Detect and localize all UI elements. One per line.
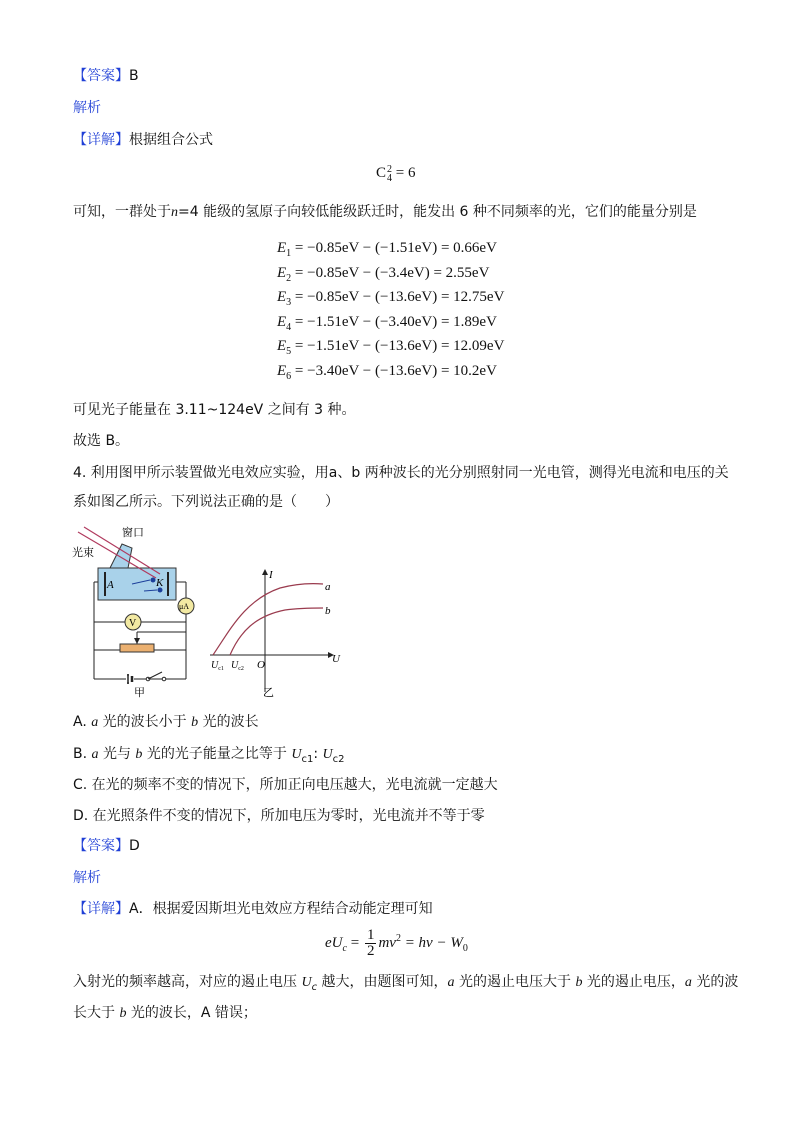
analysis-label-1: 解析 bbox=[73, 100, 101, 116]
option-b-u1: U bbox=[291, 747, 302, 762]
energy-expression: = −0.85eV − (−1.51eV) = 0.66eV bbox=[294, 240, 497, 256]
explain1-b1: b bbox=[575, 975, 583, 990]
label-beam: 光束 bbox=[72, 547, 94, 559]
explain1-p1: 入射光的频率越高，对应的遏止电压 bbox=[73, 974, 302, 990]
energy-expression: = −3.40eV − (−13.6eV) = 10.2eV bbox=[294, 362, 497, 379]
intro-before: 可知，一群处于 bbox=[73, 204, 171, 220]
rheostat-slider bbox=[134, 638, 140, 644]
explain1-p5: 光的波 bbox=[691, 974, 739, 990]
eq-equals-2: = hν − bbox=[400, 935, 451, 951]
option-a-mid: 光的波长小于 bbox=[98, 714, 192, 730]
explain1-p2: 越大，由题图可知， bbox=[317, 974, 448, 990]
answer-value: B bbox=[129, 68, 139, 84]
label-a: A bbox=[107, 579, 114, 591]
detail-text-2: A．根据爱因斯坦光电效应方程结合动能定理可知 bbox=[129, 901, 433, 917]
label-k: K bbox=[156, 577, 164, 589]
detail-line-1 bbox=[73, 130, 213, 150]
choose-line: 故选 B。 bbox=[73, 433, 130, 449]
label-curve-a: a bbox=[325, 581, 331, 593]
figure-yi-iu-graph bbox=[205, 560, 350, 700]
option-b-mid: 光与 bbox=[98, 746, 136, 762]
combination-rhs: = 6 bbox=[395, 165, 416, 181]
eq-u: U bbox=[331, 935, 343, 951]
curve-b bbox=[230, 608, 323, 655]
detail-line-2 bbox=[73, 899, 433, 919]
tube-window bbox=[110, 544, 132, 568]
explain2-b: b bbox=[119, 1006, 127, 1021]
eq-mv: mv bbox=[378, 935, 396, 951]
energy-subscript: 1 bbox=[286, 248, 292, 259]
caption-jia: 甲 bbox=[134, 687, 145, 699]
intro-after: =4 能级的氢原子向较低能级跃迁时，能发出 6 种不同频率的光，它们的能量分别是 bbox=[178, 204, 697, 220]
option-a-post: 光的波长 bbox=[198, 714, 259, 730]
energy-expression: = −1.51eV − (−3.40eV) = 1.89eV bbox=[294, 313, 497, 330]
eq-w0: 0 bbox=[462, 943, 468, 954]
conclusion-line: 可见光子能量在 3.11~124eV 之间有 3 种。 bbox=[73, 402, 356, 418]
eq-w: W bbox=[450, 935, 463, 951]
option-a-var-a: a bbox=[91, 715, 99, 730]
answer-label: 【答案】 bbox=[73, 68, 129, 84]
eq-square: 2 bbox=[395, 933, 401, 944]
option-b-colon: : bbox=[313, 746, 323, 762]
energy-subscript: 3 bbox=[286, 297, 292, 308]
energy-subscript: 5 bbox=[286, 346, 292, 357]
energy-symbol: E bbox=[277, 313, 287, 330]
detail-text: 根据组合公式 bbox=[129, 132, 213, 148]
explain-line-2 bbox=[73, 1003, 257, 1024]
label-voltmeter: V bbox=[129, 618, 137, 629]
energy-row bbox=[277, 287, 504, 307]
eq-numerator: 1 bbox=[366, 927, 375, 944]
question-4-line-1: 4. 利用图甲所示装置做光电效应实验，用a、b 两种波长的光分别照射同一光电管，测得光电流和电压的关 bbox=[73, 465, 729, 481]
label-curve-b: b bbox=[325, 605, 331, 617]
label-microammeter: μA bbox=[179, 602, 190, 611]
curve-a bbox=[213, 584, 323, 655]
explain1-a1: a bbox=[447, 975, 455, 990]
label-uc2: $U_{c2}$ bbox=[231, 660, 244, 672]
energy-row bbox=[277, 361, 497, 381]
option-b-post: 光的光子能量之比等于 bbox=[142, 746, 292, 762]
explain1-u: U bbox=[301, 975, 312, 990]
option-b-var-b: b bbox=[135, 747, 143, 762]
eq-c: c bbox=[342, 943, 347, 954]
switch-contact bbox=[162, 677, 166, 681]
explain2-p2: 光的波长，A 错误； bbox=[126, 1005, 257, 1021]
label-uc1: $U_{c1}$ bbox=[211, 660, 224, 672]
energy-subscript: 2 bbox=[286, 272, 292, 284]
question-4-line-2: 系如图乙所示。下列说法正确的是（ ） bbox=[73, 494, 339, 510]
option-d[interactable]: D. 在光照条件不变的情况下，所加电压为零时，光电流并不等于零 bbox=[73, 808, 485, 824]
energy-symbol: E bbox=[277, 240, 287, 256]
energy-symbol: E bbox=[277, 264, 287, 281]
option-a-var-b: b bbox=[191, 715, 199, 730]
combination-symbol: C bbox=[376, 165, 387, 181]
energy-row bbox=[277, 336, 504, 356]
combination-formula bbox=[376, 163, 415, 183]
energy-symbol: E bbox=[277, 338, 287, 354]
combination-sub: 4 bbox=[387, 172, 393, 184]
detail-label-2: 【详解】 bbox=[73, 901, 129, 917]
option-a[interactable] bbox=[73, 712, 259, 733]
eq-fraction bbox=[365, 928, 377, 959]
detail-label: 【详解】 bbox=[73, 132, 129, 148]
explain1-p4: 光的遏止电压， bbox=[582, 974, 685, 990]
answer-line-1 bbox=[73, 66, 139, 86]
eq-equals-1: = bbox=[346, 935, 363, 951]
combination-sup: 2 bbox=[387, 163, 393, 175]
explain1-a2: a bbox=[684, 975, 692, 990]
label-u: U bbox=[332, 653, 340, 665]
einstein-equation bbox=[325, 928, 468, 959]
energy-expression: = −0.85eV − (−3.4eV) = 2.55eV bbox=[294, 264, 490, 281]
energy-expression: = −1.51eV − (−13.6eV) = 12.09eV bbox=[294, 338, 505, 354]
energy-symbol: E bbox=[277, 362, 287, 379]
caption-yi: 乙 bbox=[263, 687, 274, 699]
answer-label-2: 【答案】 bbox=[73, 838, 129, 854]
intro-n: n bbox=[171, 205, 178, 220]
switch-lever bbox=[148, 672, 162, 679]
option-b-var-a: a bbox=[91, 747, 99, 762]
explain-line-1 bbox=[73, 972, 738, 993]
electron-1 bbox=[151, 578, 156, 583]
option-b-sub2: c2 bbox=[332, 753, 345, 765]
option-a-prefix: A. bbox=[73, 714, 92, 730]
label-window: 窗口 bbox=[122, 527, 144, 539]
label-origin: O bbox=[257, 659, 265, 671]
option-b-prefix: B. bbox=[73, 746, 92, 762]
energy-subscript: 4 bbox=[286, 321, 292, 333]
explain1-c: c bbox=[311, 981, 318, 993]
energy-row bbox=[277, 263, 489, 283]
analysis-label-2: 解析 bbox=[73, 870, 101, 886]
energy-symbol: E bbox=[277, 289, 287, 305]
option-b-u2: U bbox=[322, 747, 333, 762]
explain1-p3: 光的遏止电压大于 bbox=[454, 974, 576, 990]
answer-value-2: D bbox=[129, 838, 140, 854]
label-i: I bbox=[269, 569, 273, 581]
eq-denominator: 2 bbox=[366, 943, 375, 960]
option-c[interactable]: C. 在光的频率不变的情况下，所加正向电压越大，光电流就一定越大 bbox=[73, 777, 498, 793]
eq-e: e bbox=[325, 935, 332, 951]
option-b[interactable] bbox=[73, 744, 345, 765]
rheostat bbox=[120, 644, 154, 652]
energy-expression: = −0.85eV − (−13.6eV) = 12.75eV bbox=[294, 289, 505, 305]
answer-line-2 bbox=[73, 836, 140, 856]
explain2-p1: 长大于 bbox=[73, 1005, 120, 1021]
energy-subscript: 6 bbox=[286, 370, 292, 382]
intro-line bbox=[73, 202, 697, 223]
option-b-sub1: c1 bbox=[301, 753, 314, 765]
energy-row bbox=[277, 312, 497, 332]
figure-jia-apparatus bbox=[70, 524, 200, 699]
energy-row bbox=[277, 238, 497, 258]
